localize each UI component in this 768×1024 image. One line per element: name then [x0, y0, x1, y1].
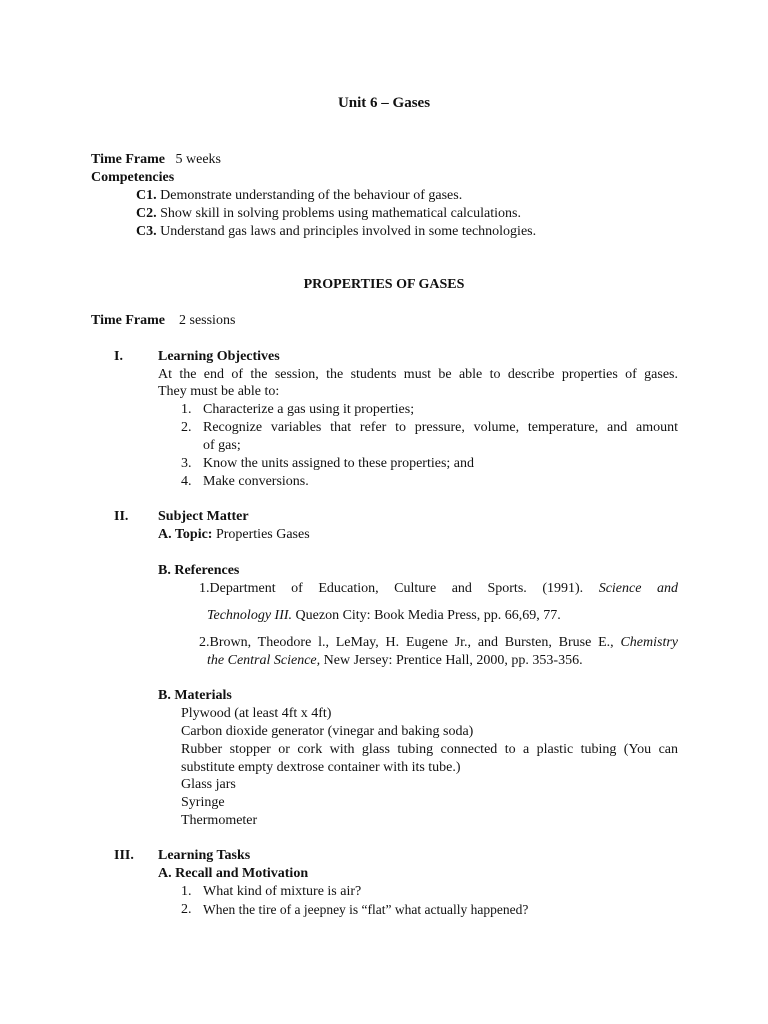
competency-code: C3. — [136, 224, 157, 239]
material-item: Carbon dioxide generator (vinegar and baking soda) — [181, 724, 474, 739]
section-time-frame — [91, 312, 235, 330]
reference-text: 2.Brown, Theodore l., LeMay, H. Eugene Jr., and Bursten, Bruse E., — [199, 635, 614, 650]
part1-intro-line2: They must be able to: — [158, 384, 280, 399]
task-number: 2. — [181, 902, 192, 917]
objective-number: 2. — [181, 420, 192, 435]
part1-numeral: I. — [114, 349, 123, 364]
task-text: When the tire of a jeepney is “flat” what actually happened? — [203, 902, 529, 917]
competency-code: C2. — [136, 206, 157, 221]
part3-numeral: III. — [114, 848, 134, 863]
topic-label: A. Topic: — [158, 527, 213, 542]
competency-text: Understand gas laws and principles involved in some technologies. — [160, 224, 537, 239]
reference-1-line1 — [199, 580, 678, 598]
section-time-frame-label: Time Frame — [91, 313, 165, 328]
material-item: Plywood (at least 4ft x 4ft) — [181, 706, 332, 721]
section-heading: PROPERTIES OF GASES — [303, 277, 465, 292]
reference-text: Quezon City: Book Media Press, pp. 66,69, 77. — [295, 608, 561, 623]
material-item: Rubber stopper or cork with glass tubing connected to a plastic tubing (You can — [181, 742, 678, 757]
reference-text: New Jersey: Prentice Hall, 2000, pp. 353-356. — [323, 653, 583, 668]
objective-text: Characterize a gas using it properties; — [203, 402, 415, 417]
competency-c3 — [136, 223, 536, 241]
objective-text: Make conversions. — [203, 474, 309, 489]
task-number: 1. — [181, 884, 192, 899]
competency-code: C1. — [136, 188, 157, 203]
unit-time-frame-label: Time Frame — [91, 152, 165, 167]
reference-1-line2 — [207, 607, 561, 625]
reference-2-line1 — [199, 634, 678, 652]
recall-motivation-heading: A. Recall and Motivation — [158, 866, 309, 881]
part3-heading: Learning Tasks — [158, 848, 251, 863]
competency-c2 — [136, 205, 521, 223]
references-label: B. References — [158, 563, 240, 578]
reference-title: Technology III. — [207, 608, 293, 623]
competencies-label: Competencies — [91, 170, 175, 185]
material-item-cont: substitute empty dextrose container with its tube.) — [181, 760, 461, 775]
objective-text: Recognize variables that refer to pressure, volume, temperature, and amount — [203, 420, 678, 435]
competency-text: Show skill in solving problems using mathematical calculations. — [160, 206, 521, 221]
material-item: Syringe — [181, 795, 225, 810]
unit-time-frame-value: 5 weeks — [175, 152, 221, 167]
reference-title: Chemistry — [620, 635, 679, 650]
materials-label: B. Materials — [158, 688, 232, 703]
topic-value: Properties Gases — [215, 527, 310, 542]
reference-title: Science and — [598, 581, 679, 596]
topic-line — [158, 526, 310, 544]
competency-text: Demonstrate understanding of the behaviour of gases. — [160, 188, 463, 203]
reference-text: 1.Department of Education, Culture and Sports. (1991). — [199, 581, 584, 596]
material-item: Glass jars — [181, 777, 236, 792]
material-item: Thermometer — [181, 813, 258, 828]
task-text: What kind of mixture is air? — [203, 884, 362, 899]
page-title: Unit 6 – Gases — [337, 95, 431, 111]
objective-number: 4. — [181, 474, 192, 489]
part2-heading: Subject Matter — [158, 509, 249, 524]
part2-numeral: II. — [114, 509, 129, 524]
objective-text: Know the units assigned to these properties; and — [203, 456, 475, 471]
competency-c1 — [136, 187, 462, 205]
part1-heading: Learning Objectives — [158, 349, 280, 364]
unit-time-frame — [91, 151, 221, 169]
objective-text-cont: of gas; — [203, 438, 241, 453]
objective-number: 3. — [181, 456, 192, 471]
reference-title: the Central Science, — [207, 653, 321, 668]
reference-2-line2 — [207, 652, 583, 670]
objective-number: 1. — [181, 402, 192, 417]
part1-intro-line1: At the end of the session, the students must be able to describe properties of gases. — [158, 367, 678, 382]
section-time-frame-value: 2 sessions — [179, 313, 236, 328]
